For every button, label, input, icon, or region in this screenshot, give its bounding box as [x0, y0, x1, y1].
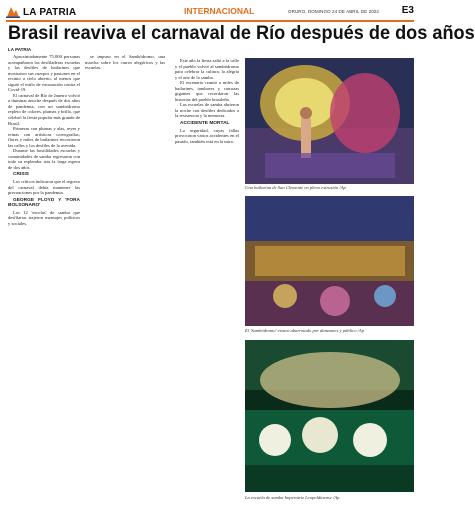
- paragraph: Durante las hostilidades escuelas y comunidades de samba regresaron con todo su esplendor tras la larga espera de dos años.: [8, 148, 80, 170]
- logo-mark-icon: [6, 6, 20, 18]
- article-column-1: [8, 54, 80, 510]
- article-column-2: [85, 54, 165, 102]
- paragraph: Aproximadamente 75.000 personas acompañaron las desfiladeras escuelas y las desfiles de bailarines que mostraron sus cuerpos y pasiones en el recinto a cielo abierto, al menos que siguió el estilo de vacunación contra el Covid-19.: [8, 54, 80, 93]
- article-column-3: [175, 58, 239, 514]
- paragraph: El escenario reunió a miles de bailarines, tambores y carrozas gigantes que recordaron las historias del pueblo brasileño.: [175, 80, 239, 102]
- photo-caption: Una bailarina de San Clemente en pleno extrusión /Ap: [245, 185, 346, 190]
- paragraph: se impuso en el Sambódromo, una marcha sobre los carros alegóricos y las escuelas.: [85, 54, 165, 71]
- page-number: E3: [401, 5, 414, 16]
- paragraph: Las 12 'escolas' de samba que desfilaron trajeron mensajes políticos y sociales.: [8, 209, 80, 226]
- logo-text: LA PATRIA: [23, 6, 77, 18]
- paragraph: Este año la fiesta salió a la calle y el pueblo volvió al sambódromo para celebrar la cultura, la alegría y el arte de la samba.: [175, 58, 239, 80]
- paragraph: Las escuelas de samba abrieron la noche con desfiles dedicados a la resistencia y la memoria.: [175, 102, 239, 119]
- dateline: ORURO, DOMINGO 24 DE ABRIL DE 2022: [288, 9, 380, 14]
- carnival-photo-sambodromo: [245, 196, 414, 326]
- newspaper-logo: [6, 5, 76, 19]
- photo-caption: La escuela de samba Imperatriz Leopoldinense /Ap: [245, 495, 340, 500]
- subheading: ACCIDENTE MORTAL: [180, 121, 230, 127]
- headline: Brasil reaviva el carnaval de Río después de dos años: [8, 22, 475, 44]
- section-title: INTERNACIONAL: [184, 6, 255, 16]
- paragraph: El carnaval de Río de Janeiro volvió a iluminar anoche después de dos años de pandemia, con un sambódromo repleto de colores, plumas y brillo, que celebró la fiesta popular más grande de Brasil.: [8, 92, 80, 126]
- paragraph: Primeras con plumas y alas, reyes y reinas con artísticas coreografías, flores y miles de bailarines recorrieron las calles y los desfiles de la avenida.: [8, 126, 80, 148]
- carnival-photo-dancer: [245, 58, 414, 184]
- masthead: [6, 5, 414, 19]
- subheading: GEORGE FLOYD Y 'FORA BOLSONARO': [8, 197, 80, 209]
- subheading: CRISIS: [13, 172, 29, 178]
- paragraph: Los críticos indicaron que el regreso del carnaval debía mantener las precauciones por la pandemia.: [8, 179, 80, 196]
- byline: LA PATRIA: [8, 47, 32, 52]
- paragraph: La seguridad, cuyas fallas provocaron varios accidentes en el pasado, también está en la mira.: [175, 127, 239, 144]
- photo-caption: El 'Sambódromo' estuvo abarrotado por danzantes y público /Ap: [245, 328, 365, 333]
- carnival-photo-parade: [245, 340, 414, 492]
